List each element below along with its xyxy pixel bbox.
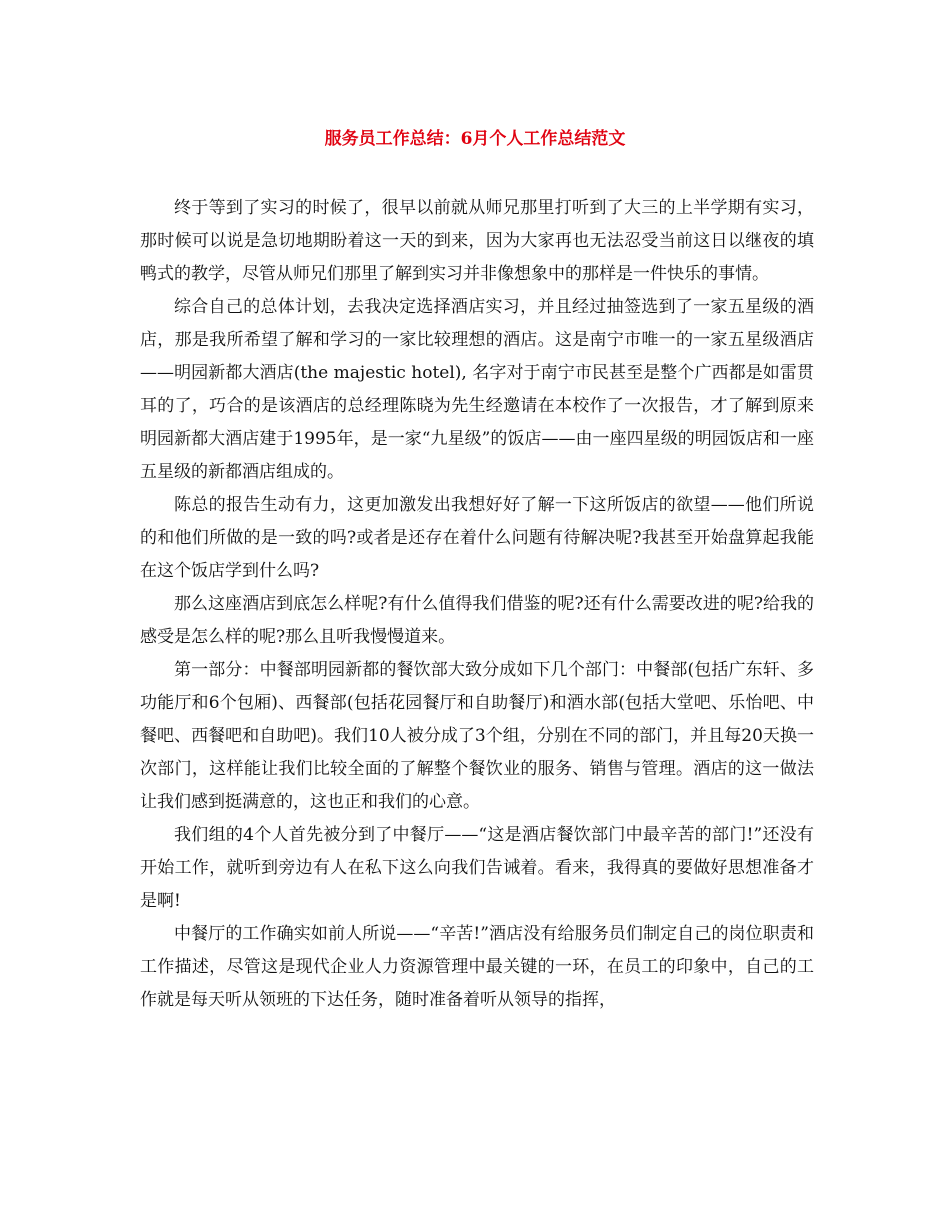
paragraph-3: 陈总的报告生动有力，这更加激发出我想好好了解一下这所饭店的欲望——他们所说的和他们所做的是一致的吗?或者是还存在着什么问题有待解决呢?我甚至开始盘算起我能在这个饭店学到什么吗? [140,495,814,581]
paragraph-7: 中餐厅的工作确实如前人所说——“辛苦!”酒店没有给服务员们制定自己的岗位职责和工作描述，尽管这是现代企业人力资源管理中最关键的一环，在员工的印象中，自己的工作就是每天听从领班的下达任务，随时准备着听从领导的指挥， [140,924,814,1010]
document-body [140,192,814,1017]
paragraph-1: 终于等到了实习的时候了，很早以前就从师兄那里打听到了大三的上半学期有实习，那时候可以说是急切地期盼着这一天的到来，因为大家再也无法忍受当前这日以继夜的填鸭式的教学，尽管从师兄们那里了解到实习并非像想象中的那样是一件快乐的事情。 [140,198,814,284]
document-title: 服务员工作总结：6月个人工作总结范文 [324,129,626,149]
paragraph-2: 综合自己的总体计划，去我决定选择酒店实习，并且经过抽签选到了一家五星级的酒店，那是我所希望了解和学习的一家比较理想的酒店。这是南宁市唯一的一家五星级酒店——明园新都大酒店(the majestic hotel), 名字对于南宁市民甚至是整个广西都是如雷贯耳的了，巧合的是该酒店的总经理陈晓为先生经邀请在本校作了一次报告，才了解到原来明园新都大酒店建于1995年，是一家“九星级”的饭店——由一座四星级的明园饭店和一座五星级的新都酒店组成的。 [140,297,814,482]
paragraph-5: 第一部分：中餐部明园新都的餐饮部大致分成如下几个部门：中餐部(包括广东轩、多功能厅和6个包厢)、西餐部(包括花园餐厅和自助餐厅)和酒水部(包括大堂吧、乐怡吧、中餐吧、西餐吧和自助吧)。我们10人被分成了3个组，分别在不同的部门，并且每20天换一次部门，这样能让我们比较全面的了解整个餐饮业的服务、销售与管理。酒店的这一做法让我们感到挺满意的，这也正和我们的心意。 [140,660,814,812]
paragraph-6: 我们组的4个人首先被分到了中餐厅——“这是酒店餐饮部门中最辛苦的部门!”还没有开始工作，就听到旁边有人在私下这么向我们告诫着。看来，我得真的要做好思想准备才是啊! [140,825,814,911]
paragraph-4: 那么这座酒店到底怎么样呢?有什么值得我们借鉴的呢?还有什么需要改进的呢?给我的感受是怎么样的呢?那么且听我慢慢道来。 [140,594,814,647]
